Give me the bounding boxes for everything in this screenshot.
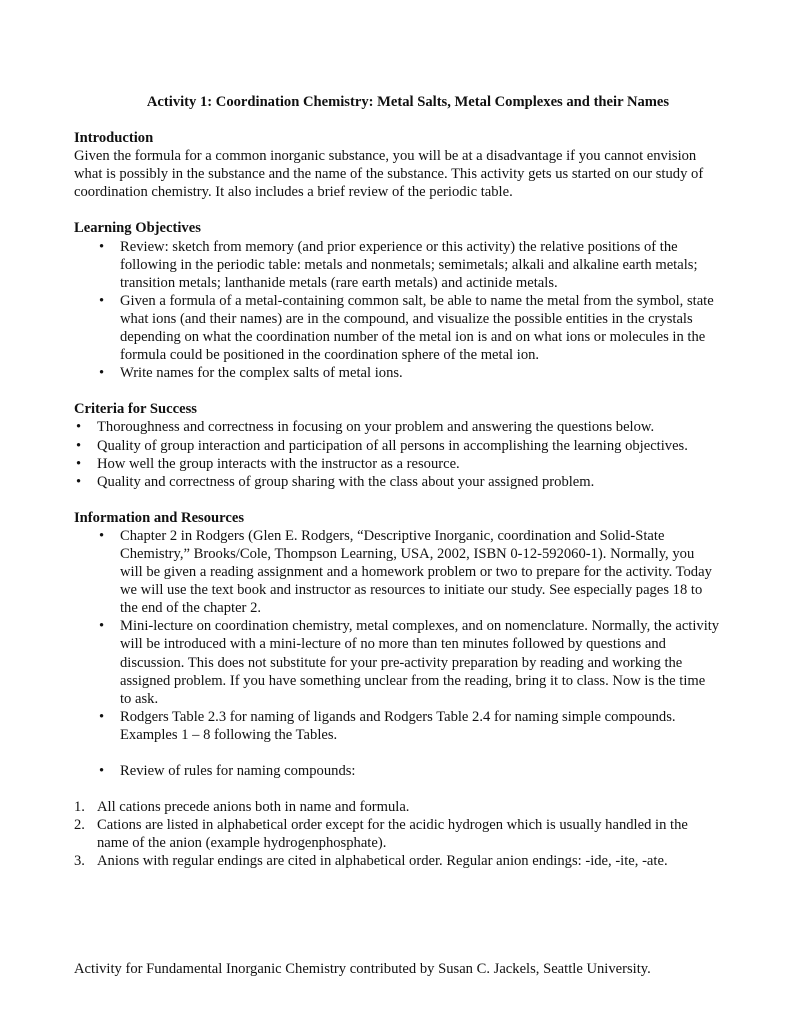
list-item-text: Anions with regular endings are cited in alphabetical order. Regular anion endings: -ide, -ite, -ate. [97,853,668,870]
list-item-text: Chapter 2 in Rodgers (Glen E. Rodgers, “Descriptive Inorganic, coordination and Solid-State Chemistry,” Brooks/Cole, Thompson Learning, USA, 2002, ISBN 0-12-592060-1). Normally, you will be given a reading assignment and a homework problem or two to prepare for the activity. Today we will use the text book and instructor as resources to initiate our study. See especially pages 18 to the end of the chapter 2. [120,527,712,617]
list-item-text: Quality and correctness of group sharing with the class about your assigned problem. [97,473,595,490]
introduction-section [74,129,720,201]
bullet-icon: • [76,455,82,472]
list-item-text: Rodgers Table 2.3 for naming of ligands and Rodgers Table 2.4 for naming simple compounds. Examples 1 – 8 following the Tables. [120,708,676,743]
introduction-text: Given the formula for a common inorganic substance, you will be at a disadvantage if you cannot envision what is possibly in the substance and the name of the substance. This activity gets us started on our study of coordination chemistry. It also includes a brief review of the periodic table. [74,148,704,201]
list-item [74,527,720,617]
list-item-text: Thoroughness and correctness in focusing on your problem and answering the questions below. [97,419,655,436]
list-item [74,852,720,870]
criteria-list [74,418,720,490]
review-list [74,762,720,780]
bullet-icon: • [99,708,105,725]
learning-objectives-heading: Learning Objectives [74,220,201,237]
list-number: 3. [74,853,85,870]
list-item [74,798,720,816]
introduction-heading: Introduction [74,130,154,147]
information-section [74,509,720,871]
list-item [74,437,720,455]
list-item [74,762,720,780]
list-item-text: Review: sketch from memory (and prior experience or this activity) the relative positions of the following in the periodic table: metals and nonmetals; semimetals; alkali and alkaline earth metals; transition metals; lanthanide metals (rare earth metals) and actinide metals. [120,238,698,291]
bullet-icon: • [99,292,105,309]
list-item [74,364,720,382]
document-body [74,93,720,870]
bullet-icon: • [99,238,105,255]
naming-rules-list [74,798,720,870]
list-number: 2. [74,817,85,834]
bullet-icon: • [99,527,105,544]
information-list [74,527,720,744]
bullet-icon: • [99,618,105,635]
information-heading: Information and Resources [74,509,244,526]
bullet-icon: • [99,763,105,779]
list-item [74,617,720,707]
list-item-text: Mini-lecture on coordination chemistry, metal complexes, and on nomenclature. Normally, the activity will be introduced with a mini-lecture of no more than ten minutes followed by questions and discussion. This does not substitute for your pre-activity preparation by reading and working the assigned problem. If you have something unclear from the reading, bring it to class. Now is the time to ask. [120,618,720,707]
learning-objectives-section [74,219,720,382]
bullet-icon: • [76,473,82,490]
list-item [74,418,720,436]
list-item-text: How well the group interacts with the instructor as a resource. [97,455,460,472]
list-item-text: Review of rules for naming compounds: [120,763,356,779]
list-item-text: Write names for the complex salts of metal ions. [120,365,403,382]
list-item-text: Given a formula of a metal-containing common salt, be able to name the metal from the symbol, state what ions (and their names) are in the compound, and visualize the possible entities in the crystals depending on what the coordination number of the metal ion is and on what ions or molecules in the formula could be positioned in the coordination sphere of the metal ion. [120,292,714,364]
list-item [74,708,720,744]
bullet-icon: • [76,437,82,454]
list-item-text: All cations precede anions both in name and formula. [97,799,410,816]
criteria-heading: Criteria for Success [74,401,197,418]
list-number: 1. [74,799,85,816]
list-item [74,292,720,364]
list-item-text: Cations are listed in alphabetical order except for the acidic hydrogen which is usually handled in the name of the anion (example hydrogenphosphate). [97,817,688,852]
bullet-icon: • [76,419,82,436]
list-item [74,473,720,491]
list-item [74,816,720,852]
list-item [74,238,720,292]
document-title: Activity 1: Coordination Chemistry: Metal Salts, Metal Complexes and their Names [146,94,670,110]
list-item-text: Quality of group interaction and participation of all persons in accomplishing the learning objectives. [97,437,688,454]
bullet-icon: • [99,365,105,382]
page-footer: Activity for Fundamental Inorganic Chemistry contributed by Susan C. Jackels, Seattle University. [74,961,651,977]
criteria-section [74,400,720,490]
list-item [74,455,720,473]
learning-objectives-list [74,238,720,383]
